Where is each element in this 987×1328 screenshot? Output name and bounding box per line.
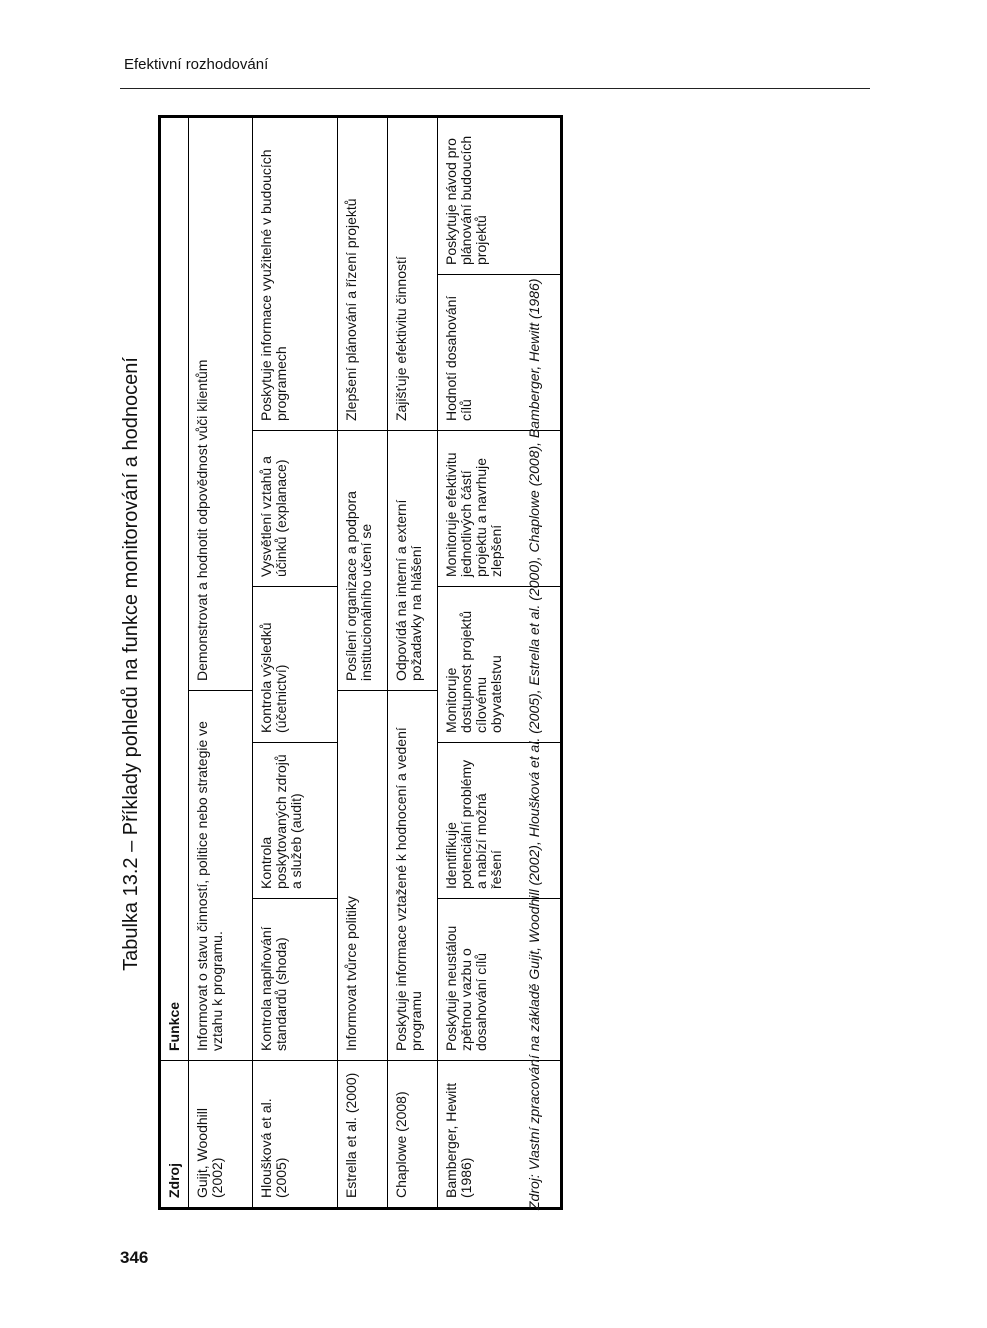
function-cell: Kontrola poskytovaných zdrojů a služeb (audit) bbox=[253, 743, 338, 899]
function-cell: Demonstrovat a hodnotit odpovědnost vůči klientům bbox=[189, 116, 253, 690]
row-source: Hloušková et al. (2005) bbox=[253, 1061, 338, 1209]
table-row bbox=[189, 116, 253, 1208]
page-number: 346 bbox=[120, 1248, 149, 1267]
source-note: Zdroj: Vlastní zpracování na základě Guijt, Woodhill (2002), Hloušková et al. (2005), Estrella et al. (2000), Chaplowe (2008), Bamberger, Hewitt (1986) bbox=[526, 278, 542, 1210]
table-row bbox=[438, 116, 562, 1208]
column-header-source: Zdroj bbox=[160, 1061, 189, 1209]
function-cell: Informovat tvůrce politiky bbox=[338, 691, 388, 1061]
table-header-row bbox=[160, 116, 189, 1208]
function-cell: Vysvětlení vztahů a účinků (explanace) bbox=[253, 431, 338, 587]
function-cell: Poskytuje neustálou zpětnou vazbu o dosahování cílů bbox=[438, 899, 562, 1061]
function-cell: Informovat o stavu činností, politice nebo strategie ve vztahu k programu. bbox=[189, 691, 253, 1061]
function-cell: Odpovídá na interní a externí požadavky na hlášení bbox=[388, 431, 438, 691]
table-row bbox=[253, 116, 338, 1208]
rotated-table-block bbox=[120, 118, 548, 1210]
function-cell: Poskytuje návod pro plánování budoucích projektů bbox=[438, 116, 562, 274]
functions-table bbox=[158, 115, 563, 1210]
running-title: Efektivní rozhodování bbox=[124, 56, 269, 73]
function-cell: Posílení organizace a podpora institucionálního učení se bbox=[338, 431, 388, 691]
function-cell: Poskytuje informace vztažené k hodnocení a vedení programu bbox=[388, 691, 438, 1061]
function-cell: Zajišťuje efektivitu činností bbox=[388, 116, 438, 430]
row-source: Estrella et al. (2000) bbox=[338, 1061, 388, 1209]
function-cell: Zlepšení plánování a řízení projektů bbox=[338, 116, 388, 430]
function-cell: Poskytuje informace využitelné v budoucích programech bbox=[253, 116, 338, 430]
function-cell: Hodnotí dosahování cílů bbox=[438, 275, 562, 431]
header-rule bbox=[120, 88, 870, 89]
function-cell: Identifikuje potenciální problémy a nabízí možná řešení bbox=[438, 743, 562, 899]
table-row bbox=[338, 116, 388, 1208]
row-source: Bamberger, Hewitt (1986) bbox=[438, 1061, 562, 1209]
table-caption: Tabulka 13.2 – Příklady pohledů na funkce monitorování a hodnocení bbox=[120, 357, 142, 971]
function-cell: Kontrola výsledků (účetnictví) bbox=[253, 587, 338, 743]
column-header-function: Funkce bbox=[160, 116, 189, 1060]
row-source: Guijt, Woodhill (2002) bbox=[189, 1061, 253, 1209]
function-cell: Monitoruje efektivitu jednotlivých částí projektu a navrhuje zlepšení bbox=[438, 431, 562, 587]
row-source: Chaplowe (2008) bbox=[388, 1061, 438, 1209]
function-cell: Kontrola naplňování standardů (shoda) bbox=[253, 899, 338, 1061]
function-cell: Monitoruje dostupnost projektů cílovému obyvatelstvu bbox=[438, 587, 562, 743]
table-row bbox=[388, 116, 438, 1208]
